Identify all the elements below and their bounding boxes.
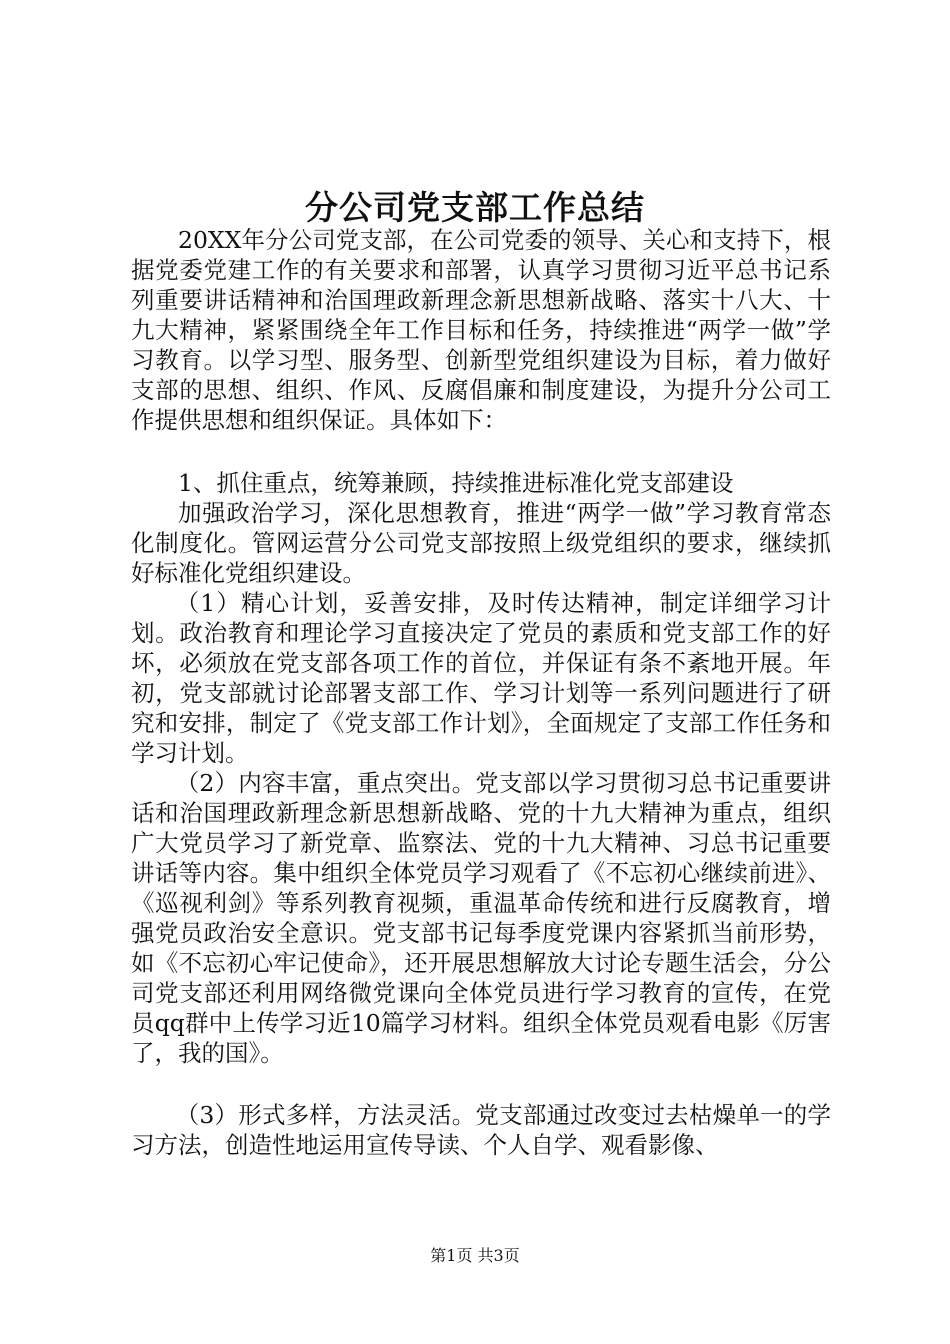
paragraph-item-1: （1）精心计划，妥善安排，及时传达精神，制定详细学习计划。政治教育和理论学习直接决定了党员的素质和党支部工作的好坏，必须放在党支部各项工作的首位，并保证有条不紊地开展。年初，党支部就讨论部署支部工作、学习计划等一系列问题进行了研究和安排，制定了《党支部工作计划》，全面规定了支部工作任务和学习计划。 [131, 589, 831, 767]
paragraph-intro: 20XX年分公司党支部，在公司党委的领导、关心和支持下，根据党委党建工作的有关要求和部署，认真学习贯彻习近平总书记系列重要讲话精神和治国理政新理念新思想新战略、落实十八大、十九大精神，紧紧围绕全年工作目标和任务，持续推进“两学一做”学习教育。以学习型、服务型、创新型党组织建设为目标，着力做好支部的思想、组织、作风、反腐倡廉和制度建设，为提升分公司工作提供思想和组织保证。具体如下： [131, 226, 831, 434]
paragraph-item-2: （2）内容丰富，重点突出。党支部以学习贯彻习总书记重要讲话和治国理政新理念新思想新战略、党的十九大精神为重点，组织广大党员学习了新党章、监察法、党的十九大精神、习总书记重要讲话等内容。集中组织全体党员学习观看了《不忘初心继续前进》、《巡视利剑》等系列教育视频，重温革命传统和进行反腐教育，增强党员政治安全意识。党支部书记每季度党课内容紧抓当前形势，如《不忘初心牢记使命》，还开展思想解放大讨论专题生活会，分公司党支部还利用网络微党课向全体党员进行学习教育的宣传，在党员qq群中上传学习近10篇学习材料。组织全体党员观看电影《厉害了，我的国》。 [131, 769, 831, 1067]
page-number-footer: 第1页 共3页 [430, 1246, 520, 1265]
paragraph-section-1: 加强政治学习，深化思想教育，推进“两学一做”学习教育常态化制度化。管网运营分公司党支部按照上级党组织的要求，继续抓好标准化党组织建设。 [131, 499, 831, 587]
document-title: 分公司党支部工作总结 [305, 188, 645, 227]
paragraph-item-3: （3）形式多样，方法灵活。党支部通过改变过去枯燥单一的学习方法，创造性地运用宣传导读、个人自学、观看影像、 [131, 1101, 831, 1159]
document-body [131, 225, 831, 1160]
section-heading-1: 1、抓住重点，统筹兼顾，持续推进标准化党支部建设 [178, 469, 734, 497]
